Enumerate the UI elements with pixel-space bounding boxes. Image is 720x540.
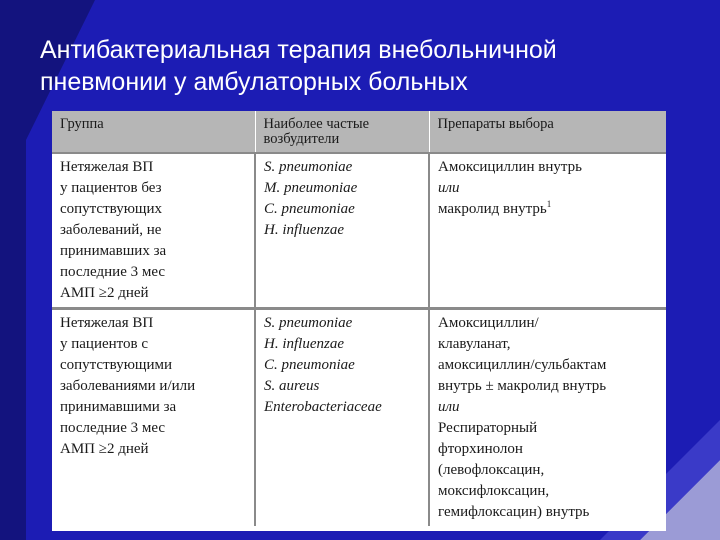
header-pathogens bbox=[255, 111, 429, 153]
group-line: последние 3 мес bbox=[60, 264, 166, 280]
pathogen-name: H. influenzae bbox=[264, 336, 344, 352]
drug-line: моксифлоксацин, bbox=[438, 483, 550, 499]
slide-title-line-1: Антибактериальная терапия внебольничной bbox=[40, 36, 557, 64]
pathogens-cell bbox=[255, 153, 429, 309]
group-line: Нетяжелая ВП bbox=[60, 159, 154, 175]
table-row bbox=[52, 153, 666, 309]
group-line: сопутствующими bbox=[60, 357, 173, 373]
drug-line bbox=[438, 199, 660, 220]
pathogen-name: H. influenzae bbox=[264, 222, 344, 238]
pathogen-name: C. pneumoniae bbox=[264, 357, 355, 373]
group-line: принимавшими за bbox=[60, 399, 177, 415]
pathogen-name: S. pneumoniae bbox=[264, 159, 353, 175]
drug-line-text: макролид внутрь bbox=[438, 201, 547, 217]
slide-title-line-2: пневмонии у амбулаторных больных bbox=[40, 68, 468, 96]
header-pathogens-line-2: возбудители bbox=[263, 131, 340, 147]
pathogen-name: S. pneumoniae bbox=[264, 315, 353, 331]
group-line: у пациентов без bbox=[60, 180, 162, 196]
therapy-table bbox=[52, 111, 666, 526]
group-cell bbox=[52, 153, 255, 309]
pathogen-name: C. pneumoniae bbox=[264, 201, 355, 217]
group-line: АМП ≥2 дней bbox=[60, 285, 149, 301]
drug-line: клавуланат, bbox=[438, 336, 511, 352]
drug-line: Амоксициллин/ bbox=[438, 315, 539, 331]
drugs-cell bbox=[429, 309, 666, 527]
pathogen-name: Enterobacteriaceae bbox=[264, 399, 382, 415]
drug-line: фторхинолон bbox=[438, 441, 523, 457]
table-header-row bbox=[52, 111, 666, 153]
pathogen-name: S. aureus bbox=[264, 378, 320, 394]
header-drugs: Препараты выбора bbox=[429, 111, 666, 153]
drug-line: амоксициллин/сульбактам bbox=[438, 357, 607, 373]
therapy-table-panel bbox=[52, 111, 666, 531]
drug-or-connector: или bbox=[438, 180, 460, 196]
header-pathogens-line-1: Наиболее частые bbox=[263, 116, 370, 132]
slide-title bbox=[40, 34, 680, 98]
drug-line: внутрь ± макролид внутрь bbox=[438, 378, 607, 394]
drug-line: (левофлоксацин, bbox=[438, 462, 545, 478]
table-row bbox=[52, 309, 666, 527]
group-line: у пациентов с bbox=[60, 336, 149, 352]
drug-line: гемифлоксацин) внутрь bbox=[438, 504, 590, 520]
group-line: заболеваниями и/или bbox=[60, 378, 196, 394]
drug-line: Респираторный bbox=[438, 420, 538, 436]
group-line: Нетяжелая ВП bbox=[60, 315, 154, 331]
group-line: сопутствующих bbox=[60, 201, 162, 217]
drugs-cell bbox=[429, 153, 666, 309]
pathogen-name: M. pneumoniae bbox=[264, 180, 358, 196]
group-line: последние 3 мес bbox=[60, 420, 166, 436]
group-line: заболеваний, не bbox=[60, 222, 162, 238]
footnote-marker: 1 bbox=[546, 199, 552, 209]
pathogens-cell bbox=[255, 309, 429, 527]
group-line: принимавших за bbox=[60, 243, 167, 259]
group-cell bbox=[52, 309, 255, 527]
drug-or-connector: или bbox=[438, 399, 460, 415]
group-line: АМП ≥2 дней bbox=[60, 441, 149, 457]
drug-line: Амоксициллин внутрь bbox=[438, 159, 582, 175]
header-group: Группа bbox=[52, 111, 255, 153]
